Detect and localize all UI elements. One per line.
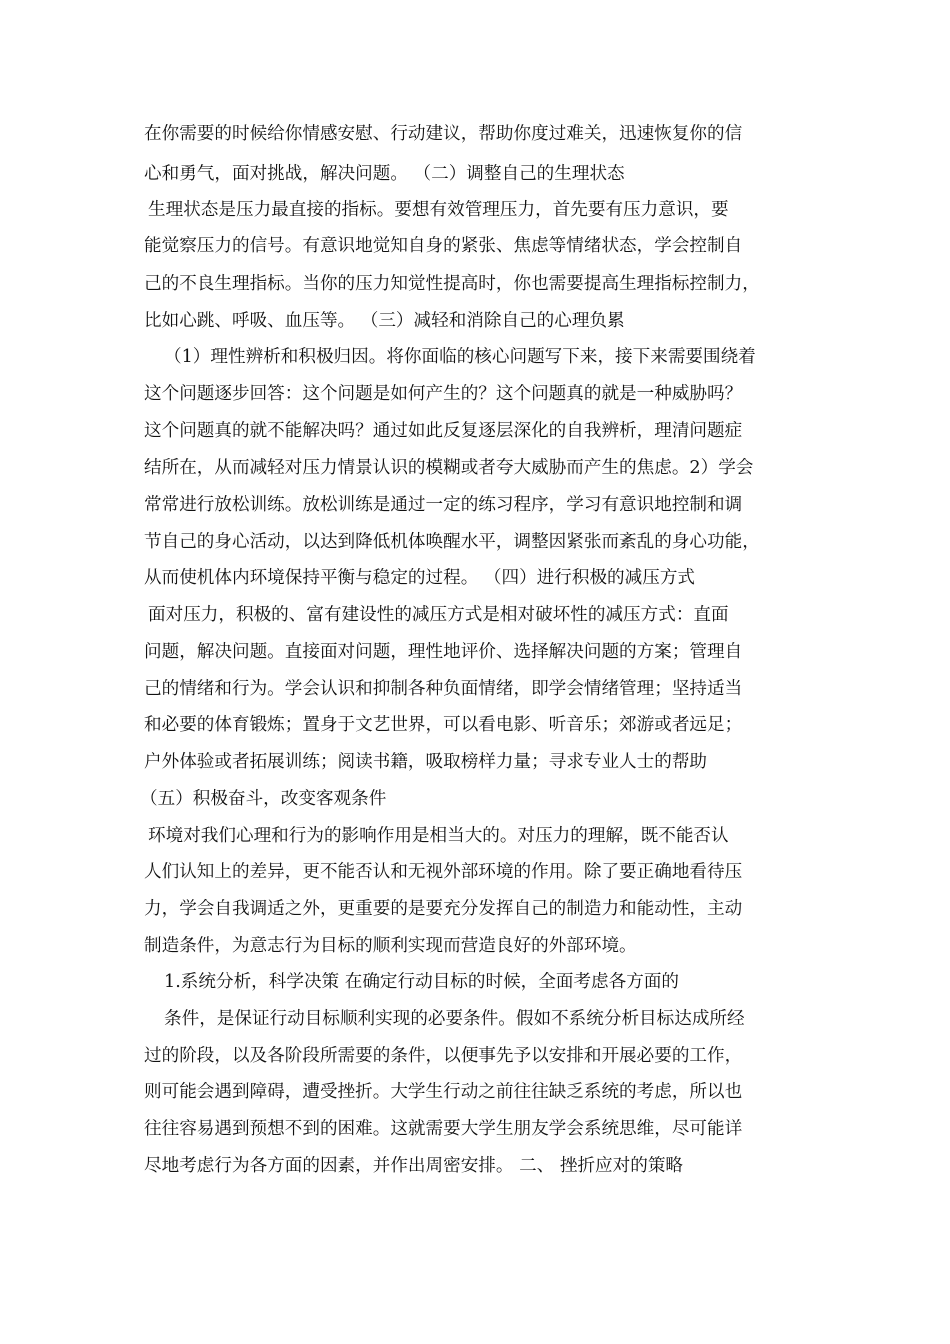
text-line: 往往容易遇到预想不到的困难。这就需要大学生朋友学会系统思维，尽可能详	[144, 1119, 743, 1139]
text-line: 结所在，从而减轻对压力情景认识的模糊或者夸大威胁而产生的焦虑。2）学会	[144, 458, 754, 478]
text-line: 条件，是保证行动目标顺利实现的必要条件。假如不系统分析目标达成所经	[164, 1009, 745, 1029]
text-line: 户外体验或者拓展训练；阅读书籍，吸取榜样力量；寻求专业人士的帮助	[144, 752, 708, 772]
text-line: 过的阶段，以及各阶段所需要的条件，以便事先予以安排和开展必要的工作，	[144, 1046, 743, 1066]
text-line: 心和勇气，面对挑战，解决问题。 （二）调整自己的生理状态	[144, 164, 625, 184]
text-line: 节自己的身心活动，以达到降低机体唤醒水平，调整因紧张而紊乱的身心功能，	[144, 532, 760, 552]
text-line: 环境对我们心理和行为的影响作用是相当大的。对压力的理解，既不能否认	[148, 826, 729, 846]
text-line: 制造条件，为意志行为目标的顺利实现而营造良好的外部环境。	[144, 936, 637, 956]
text-line: 比如心跳、呼吸、血压等。 （三）减轻和消除自己的心理负累	[144, 311, 625, 331]
text-line: 面对压力，积极的、富有建设性的减压方式是相对破坏性的减压方式：直面	[148, 605, 729, 625]
text-line: 尽地考虑行为各方面的因素，并作出周密安排。 二、 挫折应对的策略	[144, 1156, 684, 1176]
text-line: 在你需要的时候给你情感安慰、行动建议，帮助你度过难关，迅速恢复你的信	[144, 124, 743, 144]
text-line: 己的情绪和行为。学会认识和抑制各种负面情绪，即学会情绪管理；坚持适当	[144, 679, 743, 699]
text-line: 生理状态是压力最直接的指标。要想有效管理压力，首先要有压力意识，要	[148, 200, 729, 220]
text-line: 能觉察压力的信号。有意识地觉知自身的紧张、焦虑等情绪状态，学会控制自	[144, 236, 743, 256]
text-line: 常常进行放松训练。放松训练是通过一定的练习程序，学习有意识地控制和调	[144, 495, 743, 515]
text-line: 和必要的体育锻炼；置身于文艺世界，可以看电影、听音乐；郊游或者远足；	[144, 715, 743, 735]
text-line: 人们认知上的差异，更不能否认和无视外部环境的作用。除了要正确地看待压	[144, 862, 743, 882]
text-line: 1.系统分析，科学决策 在确定行动目标的时候，全面考虑各方面的	[164, 972, 680, 992]
text-line: 力，学会自我调适之外，更重要的是要充分发挥自己的制造力和能动性，主动	[144, 899, 743, 919]
text-line: （五）积极奋斗，改变客观条件	[140, 789, 387, 809]
text-line: 己的不良生理指标。当你的压力知觉性提高时，你也需要提高生理指标控制力，	[144, 274, 760, 294]
text-line: 问题，解决问题。直接面对问题，理性地评价、选择解决问题的方案；管理自	[144, 642, 743, 662]
text-line: 这个问题逐步回答：这个问题是如何产生的？这个问题真的就是一种威胁吗？	[144, 384, 743, 404]
text-line: 这个问题真的就不能解决吗？通过如此反复逐层深化的自我辨析，理清问题症	[144, 421, 743, 441]
text-line: 则可能会遇到障碍，遭受挫折。大学生行动之前往往缺乏系统的考虑，所以也	[144, 1082, 743, 1102]
text-line: （1）理性辨析和积极归因。将你面临的核心问题写下来，接下来需要围绕着	[164, 347, 756, 367]
text-line: 从而使机体内环境保持平衡与稳定的过程。 （四）进行积极的减压方式	[144, 568, 696, 588]
